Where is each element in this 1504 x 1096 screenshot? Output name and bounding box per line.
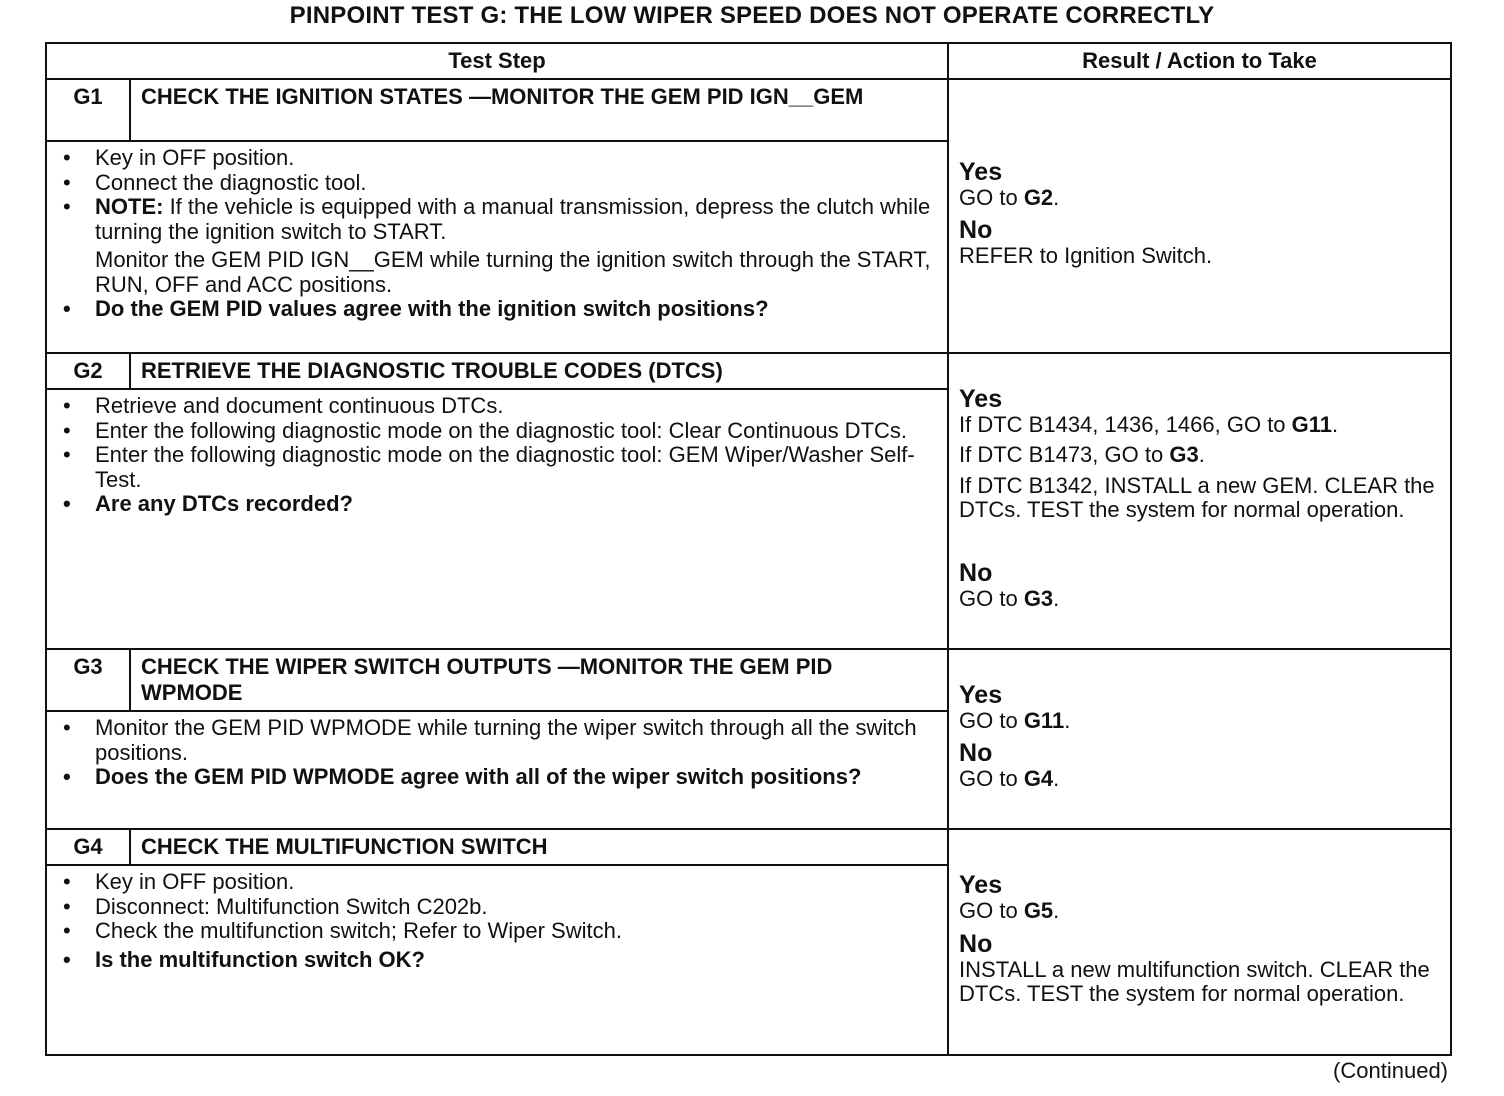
yes-label: Yes	[959, 680, 1003, 709]
continued-label: (Continued)	[1333, 1058, 1448, 1083]
step-g4-heading-row	[46, 829, 1451, 865]
note-text: If the vehicle is equipped with a manual transmission, depress the clutch while turning the ignition switch to START.	[95, 194, 931, 244]
step-g4-result	[948, 829, 1451, 1055]
step-question: • Is the multifunction switch OK?	[59, 948, 937, 973]
step-bullets	[59, 394, 937, 517]
step-id: G1	[46, 79, 130, 141]
list-item: • Disconnect: Multifunction Switch C202b.	[59, 895, 937, 920]
list-item: • Monitor the GEM PID WPMODE while turning the wiper switch through all the switch positions.	[59, 716, 937, 765]
step-body	[46, 865, 948, 1055]
step-id: G3	[46, 649, 130, 711]
step-id: G2	[46, 353, 130, 389]
yes-label: Yes	[959, 384, 1003, 413]
step-bullets	[59, 870, 937, 972]
step-question: • Do the GEM PID values agree with the ignition switch positions?	[59, 297, 937, 322]
no-label: No	[959, 929, 993, 958]
step-question: • Are any DTCs recorded?	[59, 492, 937, 517]
yes-action-2: If DTC B1473, GO to G3.	[959, 442, 1205, 468]
no-action: GO to G4.	[959, 766, 1060, 791]
step-body	[46, 711, 948, 829]
no-action: REFER to Ignition Switch.	[959, 243, 1213, 268]
step-heading: CHECK THE MULTIFUNCTION SWITCH	[130, 829, 948, 865]
no-label: No	[959, 558, 993, 587]
step-g3-heading-row	[46, 649, 1451, 711]
step-heading: CHECK THE WIPER SWITCH OUTPUTS —MONITOR THE GEM PID WPMODE	[130, 649, 948, 711]
step-g2-heading-row	[46, 353, 1451, 389]
step-body	[46, 141, 948, 353]
page-title: PINPOINT TEST G: THE LOW WIPER SPEED DOES NOT OPERATE CORRECTLY	[289, 2, 1215, 29]
list-item: • Key in OFF position.	[59, 870, 937, 895]
step-g1-heading-row	[46, 79, 1451, 141]
list-item: • Key in OFF position.	[59, 146, 937, 171]
yes-action-1: If DTC B1434, 1436, 1466, GO to G11.	[959, 411, 1339, 437]
step-bullets	[59, 716, 937, 790]
yes-action: GO to G11.	[959, 707, 1071, 733]
no-label: No	[959, 216, 993, 244]
step-g3-result	[948, 649, 1451, 829]
list-item: • Connect the diagnostic tool.	[59, 171, 937, 196]
step-heading: CHECK THE IGNITION STATES —MONITOR THE GEM PID IGN__GEM	[130, 79, 948, 141]
note-label: NOTE:	[95, 194, 164, 219]
result-header: Result / Action to Take	[948, 43, 1451, 79]
step-g1-result	[948, 79, 1451, 353]
yes-label: Yes	[959, 157, 1003, 186]
pinpoint-test-table	[45, 42, 1452, 1056]
list-item: • Check the multifunction switch; Refer to Wiper Switch.	[59, 919, 937, 944]
no-action: INSTALL a new multifunction switch. CLEAR the DTCs. TEST the system for normal operation.	[959, 956, 1430, 1007]
step-bullets	[59, 146, 937, 244]
no-label: No	[959, 739, 993, 767]
list-item: • Enter the following diagnostic mode on the diagnostic tool: GEM Wiper/Washer Self-Test.	[59, 443, 937, 492]
step-g2-result	[948, 353, 1451, 649]
yes-label: Yes	[959, 871, 1003, 900]
list-item: • Retrieve and document continuous DTCs.	[59, 394, 937, 419]
step-heading: RETRIEVE THE DIAGNOSTIC TROUBLE CODES (DTCS)	[130, 353, 948, 389]
step-question: • Does the GEM PID WPMODE agree with all of the wiper switch positions?	[59, 765, 937, 790]
yes-action: GO to G5.	[959, 898, 1060, 924]
list-item: • Enter the following diagnostic mode on the diagnostic tool: Clear Continuous DTCs.	[59, 419, 937, 444]
yes-action-3: If DTC B1342, INSTALL a new GEM. CLEAR the DTCs. TEST the system for normal operation.	[959, 472, 1435, 523]
list-item	[59, 195, 937, 244]
yes-action: GO to G2.	[959, 184, 1060, 210]
no-action: GO to G3.	[959, 585, 1060, 611]
test-step-header: Test Step	[46, 43, 948, 79]
step-body	[46, 389, 948, 649]
step-id: G4	[46, 829, 130, 865]
continuation-text: Monitor the GEM PID IGN__GEM while turning the ignition switch through the START, RUN, OFF and ACC positions.	[95, 247, 931, 297]
table-header-row	[46, 43, 1451, 79]
